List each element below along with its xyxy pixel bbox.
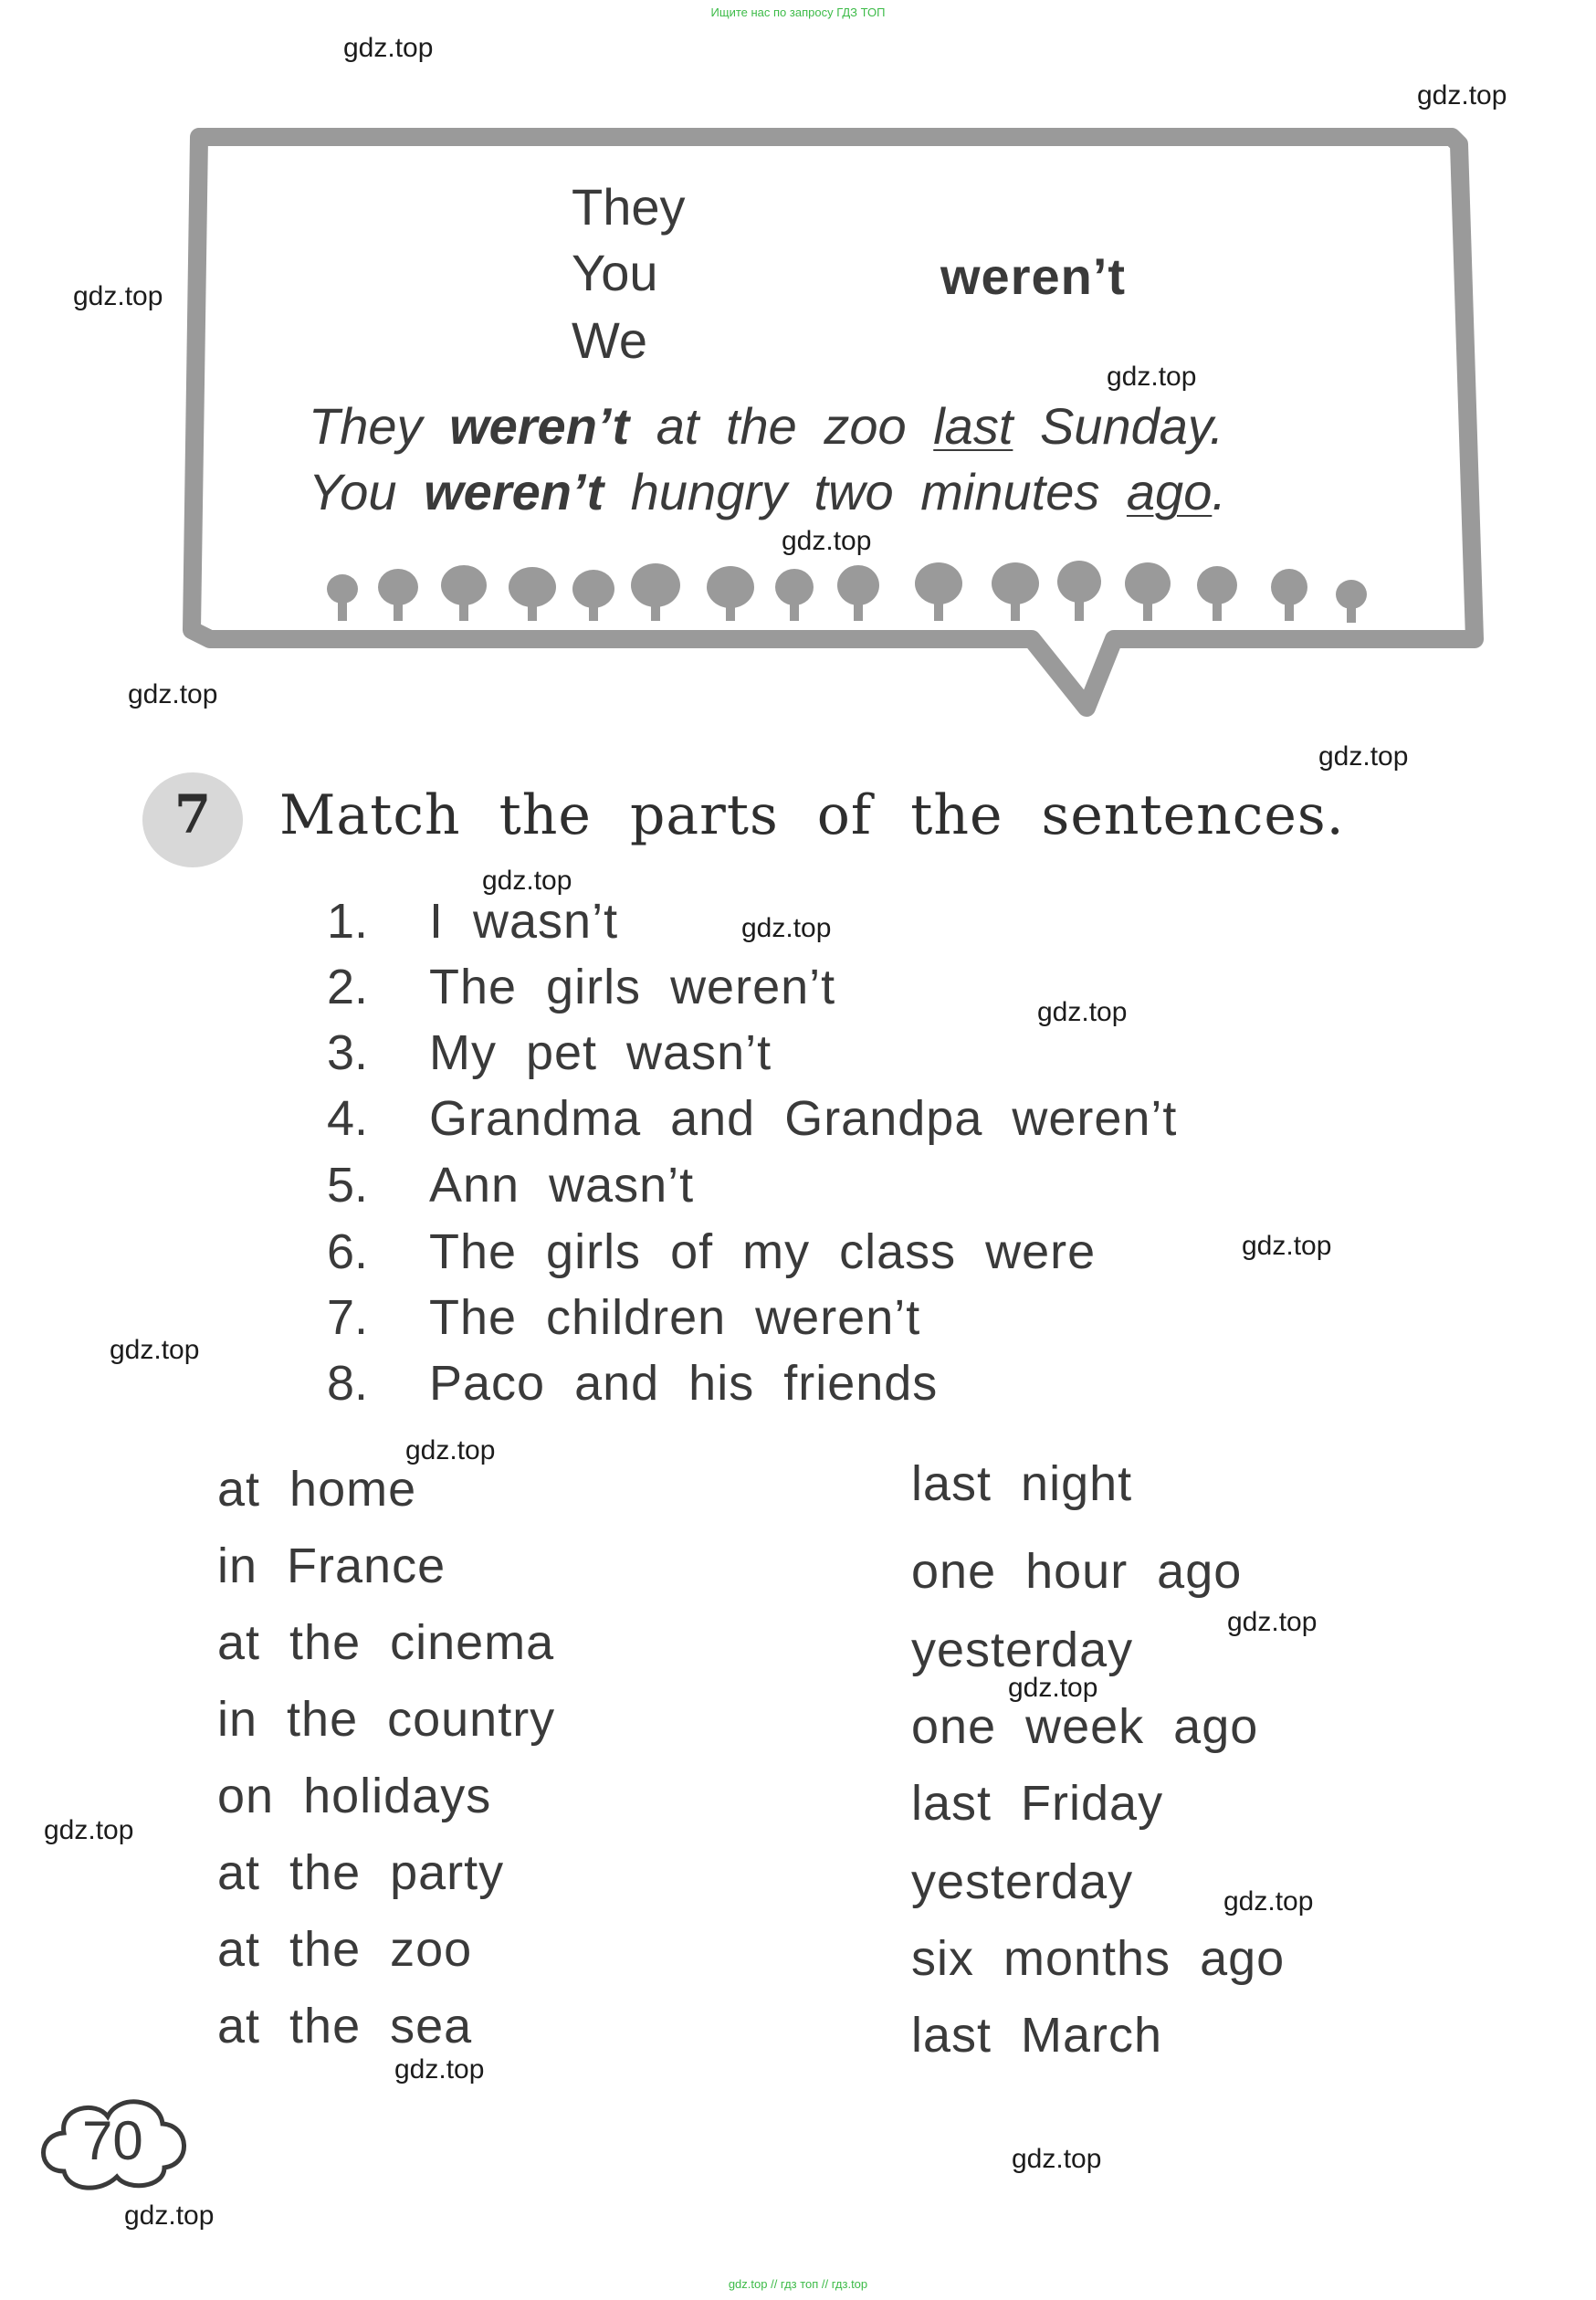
time-item: one week ago	[911, 1699, 1259, 1754]
example-sentence-1: They weren’t at the zoo last Sunday.	[309, 397, 1224, 455]
list-item: My pet wasn’t	[429, 1025, 772, 1080]
watermark: gdz.top	[741, 913, 832, 943]
time-item: last March	[911, 2008, 1163, 2063]
page-number: 70	[82, 2110, 143, 2171]
time-item: last night	[911, 1456, 1133, 1511]
watermark: gdz.top	[1242, 1231, 1332, 1261]
watermark: gdz.top	[128, 679, 218, 709]
place-item: at the cinema	[217, 1615, 555, 1670]
exercise-number: 7	[173, 783, 212, 845]
watermark: gdz.top	[44, 1815, 134, 1845]
watermark: gdz.top	[1107, 362, 1197, 392]
verb-werent: weren’t	[940, 247, 1127, 305]
speech-bubble-frame	[0, 0, 1596, 730]
time-item: yesterday	[911, 1623, 1134, 1677]
watermark: gdz.top	[1037, 997, 1128, 1027]
watermark: gdz.top	[343, 33, 434, 63]
time-item: one hour ago	[911, 1544, 1243, 1599]
list-item: The girls weren’t	[429, 960, 836, 1014]
time-item: yesterday	[911, 1854, 1134, 1909]
list-item-number: 2.	[327, 960, 369, 1014]
watermark: gdz.top	[1417, 80, 1507, 110]
watermark: gdz.top	[405, 1435, 496, 1465]
top-banner: Ищите нас по запросу ГДЗ ТОП	[710, 5, 886, 19]
watermark: gdz.top	[110, 1335, 200, 1365]
list-item: I wasn’t	[429, 894, 619, 949]
place-item: at home	[217, 1462, 417, 1517]
watermark: gdz.top	[482, 866, 572, 896]
list-item: Ann wasn’t	[429, 1158, 695, 1213]
place-item: at the party	[217, 1845, 505, 1900]
list-item: Grandma and Grandpa weren’t	[429, 1091, 1178, 1146]
list-item-number: 1.	[327, 894, 369, 949]
watermark: gdz.top	[394, 2054, 485, 2085]
watermark: gdz.top	[73, 281, 163, 311]
place-item: at the zoo	[217, 1922, 473, 1977]
place-item: at the sea	[217, 1999, 473, 2053]
pronoun-we: We	[572, 311, 647, 369]
list-item-number: 8.	[327, 1356, 369, 1411]
watermark: gdz.top	[782, 526, 872, 556]
exercise-title: Match the parts of the sentences.	[279, 783, 1345, 847]
watermark: gdz.top	[1223, 1886, 1314, 1917]
list-item-number: 3.	[327, 1025, 369, 1080]
watermark: gdz.top	[1012, 2144, 1102, 2174]
watermark: gdz.top	[1008, 1673, 1098, 1703]
watermark: gdz.top	[1227, 1607, 1318, 1637]
time-item: last Friday	[911, 1776, 1164, 1831]
time-item: six months ago	[911, 1931, 1286, 1986]
place-item: on holidays	[217, 1769, 492, 1823]
list-item: The girls of my class were	[429, 1224, 1097, 1279]
list-item: The children weren’t	[429, 1290, 921, 1345]
watermark: gdz.top	[1318, 741, 1409, 772]
list-item-number: 5.	[327, 1158, 369, 1213]
watermark: gdz.top	[124, 2200, 215, 2231]
list-item: Paco and his friends	[429, 1356, 939, 1411]
place-item: in France	[217, 1539, 446, 1593]
example-sentence-2: You weren’t hungry two minutes ago.	[309, 463, 1226, 520]
list-item-number: 7.	[327, 1290, 369, 1345]
pronoun-you: You	[572, 244, 658, 301]
list-item-number: 6.	[327, 1224, 369, 1279]
pronoun-they: They	[572, 178, 686, 236]
list-item-number: 4.	[327, 1091, 369, 1146]
place-item: in the country	[217, 1692, 556, 1747]
bottom-banner: gdz.top // гдз топ // гдз.top	[728, 2277, 868, 2291]
